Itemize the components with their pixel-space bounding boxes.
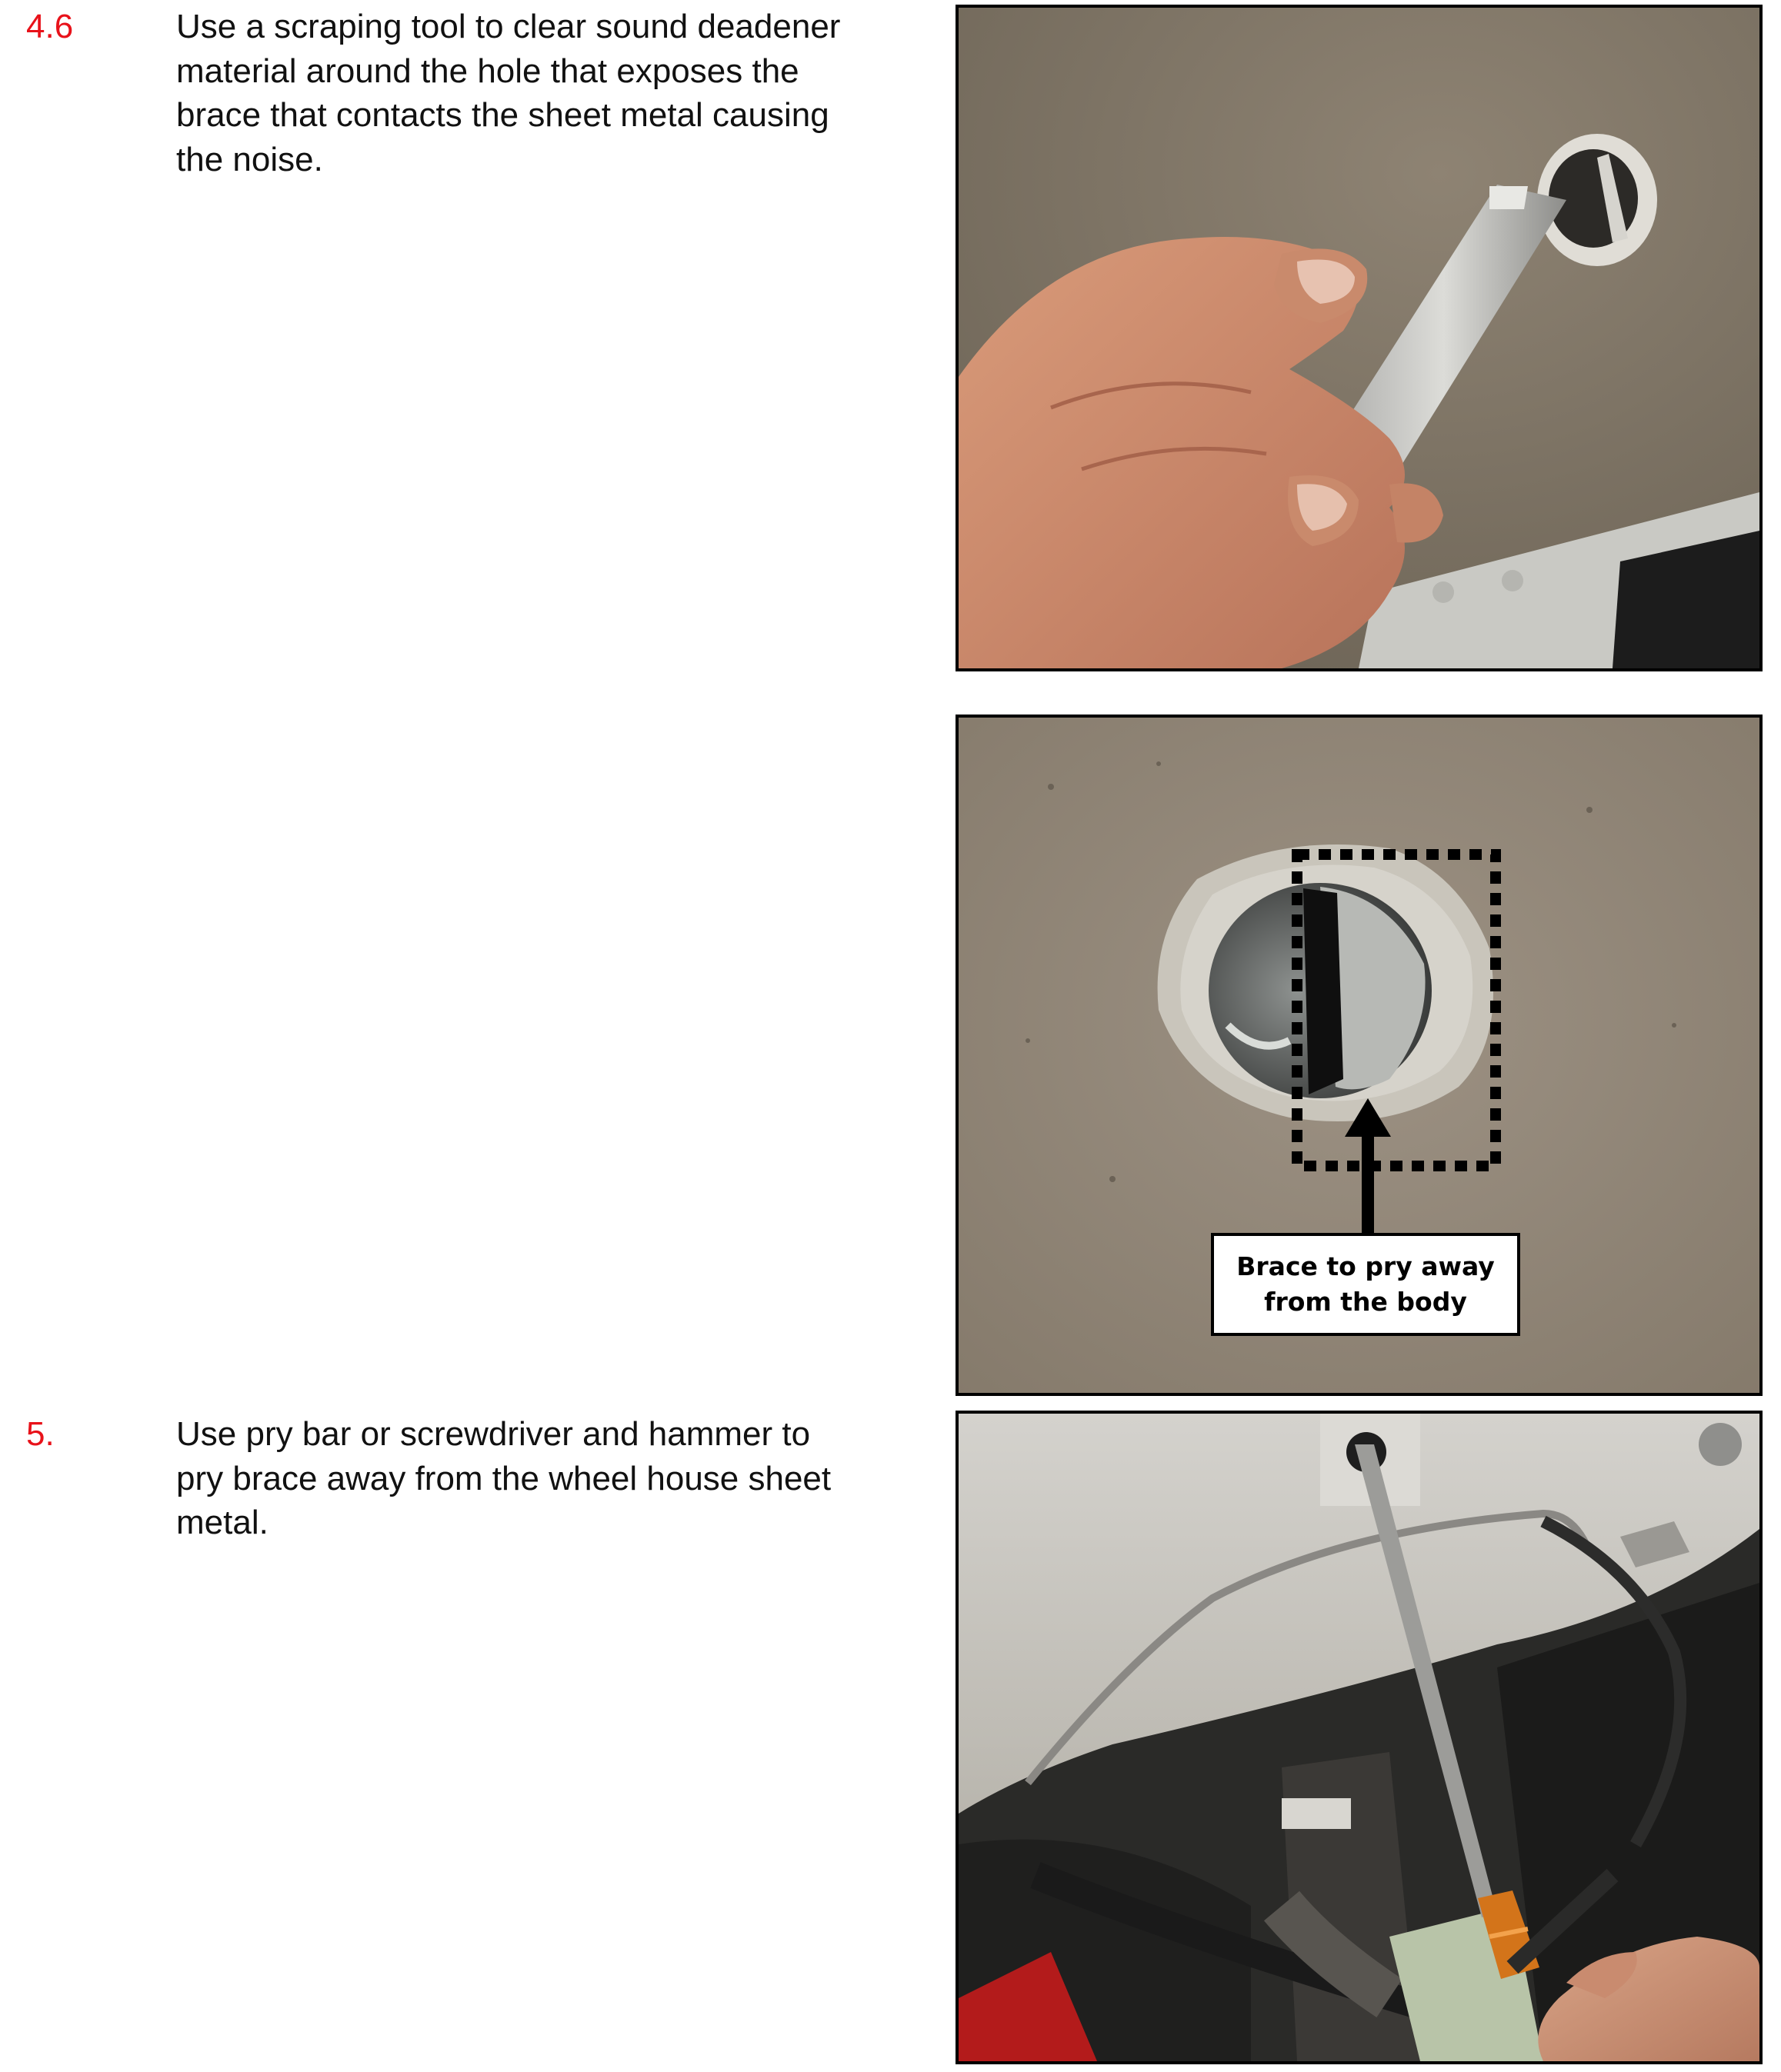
step-text-5: Use pry bar or screwdriver and hammer to pry brace away from the wheel house sheet metal.: [176, 1415, 832, 1541]
pry-bar-illustration: [959, 1414, 1759, 2061]
step-text-4-6: Use a scraping tool to clear sound deadener material around the hole that exposes the brace that contacts the sheet metal causing the noise.: [176, 8, 841, 178]
callout-brace-label: Brace to pry away from the body: [1211, 1233, 1520, 1336]
photo-scraping-tool: [956, 5, 1763, 671]
step-number-4-6: 4.6: [26, 8, 74, 45]
scraping-tool-illustration: [959, 8, 1759, 668]
photo-pry-bar: [956, 1411, 1763, 2064]
step-number-5: 5.: [26, 1415, 55, 1453]
